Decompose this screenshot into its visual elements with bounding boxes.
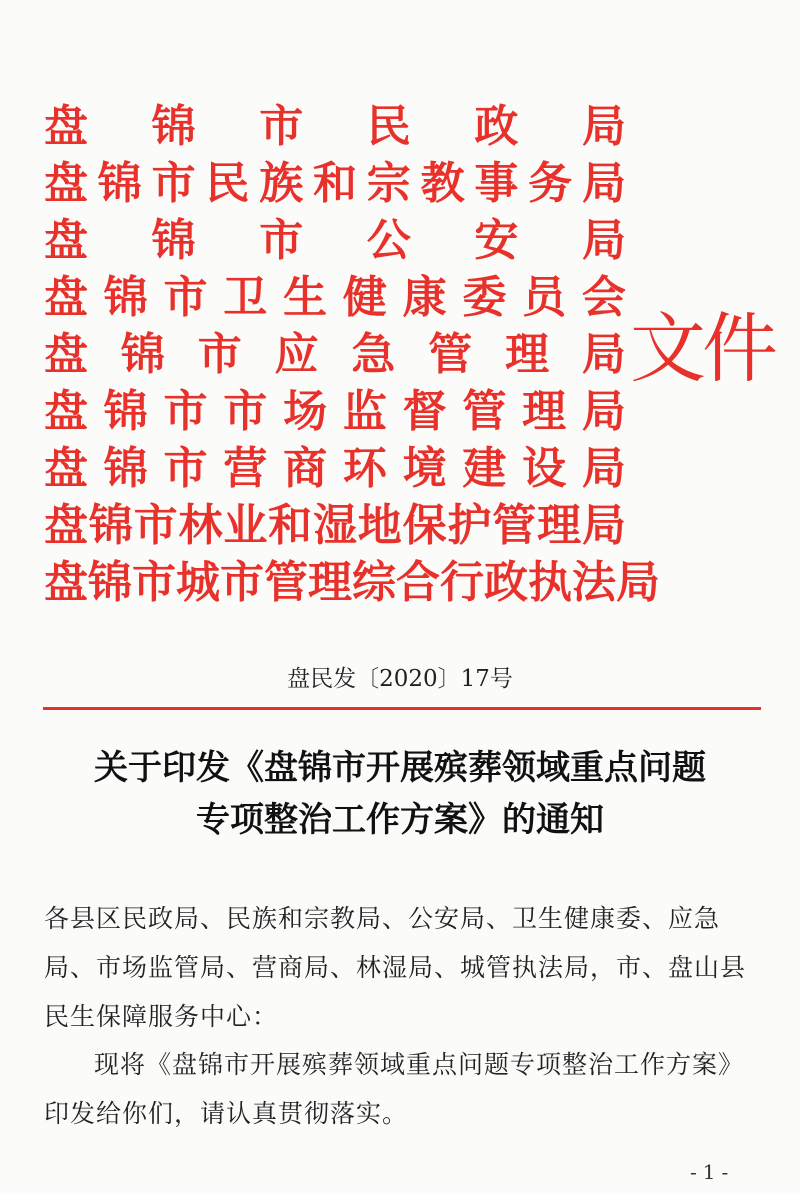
issuer-row [44,554,660,611]
issuer-char: 卫 [223,272,268,323]
issuer-row [44,326,626,383]
issuer-char: 理 [308,557,352,608]
issuer-char: 理 [522,386,567,437]
issuer-char: 境 [402,443,447,494]
issuer-char: 督 [402,386,447,437]
issuer-char: 局 [581,101,626,152]
issuer-char: 盘 [44,329,88,380]
issuer-char: 市 [132,557,176,608]
issuer-char: 盘 [44,386,88,437]
issuer-row [44,98,626,155]
issuer-char: 锦 [103,272,148,323]
issuer-char: 湿 [312,500,357,551]
issuer-char: 管 [264,557,308,608]
issuer-char: 法 [572,557,616,608]
issuer-char: 族 [259,158,304,209]
issuer-row [44,269,626,326]
issuer-char: 市 [197,329,242,380]
issuer-row [44,155,626,212]
issuer-char: 设 [522,443,567,494]
issuer-char: 业 [223,500,268,551]
issuer-char: 环 [342,443,387,494]
issuer-char: 管 [492,500,537,551]
issuer-char: 局 [581,329,626,380]
issuer-char: 局 [581,215,626,266]
issuer-char: 市 [163,386,208,437]
issuer-char: 民 [205,158,250,209]
issuer-char: 公 [366,215,411,266]
issuer-char: 生 [283,272,328,323]
issuer-row [44,440,626,497]
issuer-char: 锦 [151,101,196,152]
issuer-char: 市 [220,557,264,608]
issuer-char: 委 [462,272,507,323]
title-line-1: 关于印发《盘锦市开展殡葬领域重点问题 [94,748,706,788]
issuer-char: 建 [462,443,507,494]
issuer-char: 护 [447,500,492,551]
issuer-char: 急 [351,329,396,380]
red-divider-line [43,707,761,710]
issuer-char: 保 [402,500,447,551]
issuer-char: 宗 [366,158,411,209]
issuer-char: 市 [133,500,178,551]
issuer-char: 盘 [44,557,88,608]
issuer-char: 执 [528,557,572,608]
issuer-char: 场 [283,386,328,437]
issuer-char: 民 [366,101,411,152]
issuer-char: 合 [396,557,440,608]
issuer-char: 锦 [88,500,133,551]
title-line-2: 专项整治工作方案》的通知 [196,800,604,840]
issuer-char: 管 [462,386,507,437]
body-paragraph: 现将《盘锦市开展殡葬领域重点问题专项整治工作方案》印发给你们，请认真贯彻落实。 [44,1050,745,1128]
recipients-paragraph: 各县区民政局、民族和宗教局、公安局、卫生健康委、应急局、市场监管局、营商局、林湿局、城管执法局，市、盘山县民生保障服务中心： [44,904,747,1031]
issuer-char: 和 [268,500,313,551]
issuer-char: 市 [259,215,304,266]
issuer-char: 务 [528,158,573,209]
issuer-char: 锦 [120,329,165,380]
document-number: 盘民发〔2020〕17号 [287,666,513,692]
file-label: 文件 [630,304,774,393]
issuer-char: 局 [581,443,626,494]
issuer-char: 政 [474,101,519,152]
issuer-char: 局 [581,386,626,437]
issuer-char: 健 [342,272,387,323]
issuer-char: 理 [537,500,582,551]
issuer-char: 局 [616,557,660,608]
issuer-char: 安 [474,215,519,266]
issuer-row [44,383,626,440]
issuer-char: 综 [352,557,396,608]
issuer-char: 教 [420,158,465,209]
issuer-char: 应 [274,329,319,380]
issuer-char: 盘 [44,443,88,494]
issuer-char: 市 [163,443,208,494]
issuer-char: 营 [223,443,268,494]
issuer-char: 行 [440,557,484,608]
issuer-char: 局 [581,500,626,551]
issuer-char: 锦 [97,158,142,209]
issuer-char: 锦 [103,443,148,494]
issuer-char: 康 [402,272,447,323]
issuer-char: 管 [428,329,473,380]
issuer-char: 市 [163,272,208,323]
issuer-char: 林 [178,500,223,551]
issuer-char: 会 [581,272,626,323]
issuer-char: 员 [522,272,567,323]
issuer-char: 市 [151,158,196,209]
issuer-list [44,98,660,611]
document-title [40,742,760,846]
issuer-char: 市 [223,386,268,437]
issuer-char: 盘 [44,272,88,323]
issuer-char: 商 [283,443,328,494]
issuer-char: 盘 [44,101,88,152]
issuer-char: 市 [259,101,304,152]
issuer-char: 地 [357,500,402,551]
issuer-char: 盘 [44,215,88,266]
issuer-char: 局 [581,158,626,209]
issuer-char: 监 [342,386,387,437]
issuer-char: 锦 [88,557,132,608]
issuer-char: 锦 [151,215,196,266]
issuer-char: 和 [312,158,357,209]
issuer-char: 锦 [103,386,148,437]
issuer-char: 盘 [44,500,88,551]
issuer-row [44,212,626,269]
issuer-char: 城 [176,557,220,608]
issuer-char: 政 [484,557,528,608]
issuer-char: 理 [505,329,550,380]
issuer-row [44,497,626,554]
page-number: -1- [690,1160,735,1184]
issuer-char: 盘 [44,158,88,209]
issuer-char: 事 [474,158,519,209]
